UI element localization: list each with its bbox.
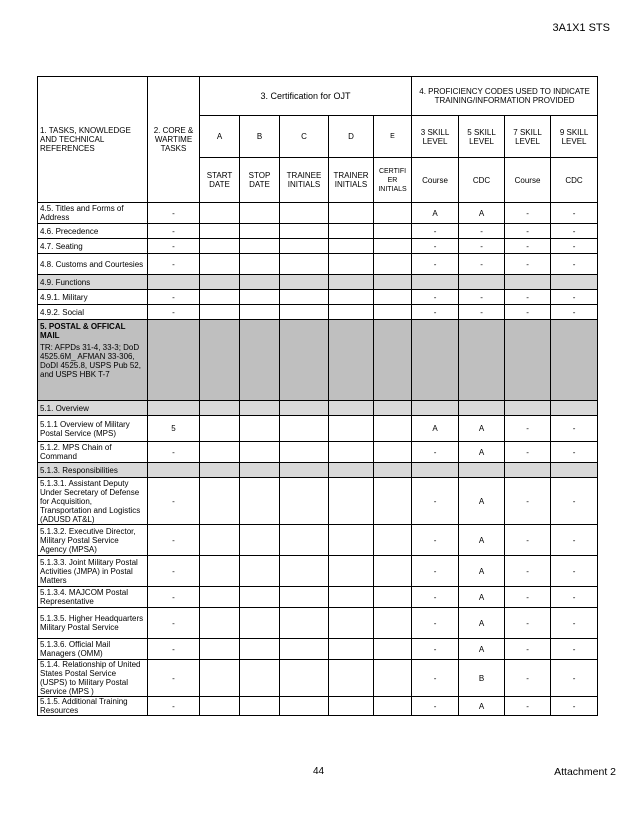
task-cell: 5.1.3.2. Executive Director, Military Postal Service Agency (MPSA): [38, 525, 148, 556]
proficiency-cell: -: [551, 239, 598, 254]
certification-cell[interactable]: [200, 442, 240, 463]
proficiency-cell: -: [459, 254, 505, 275]
task-cell: 5.1.3.1. Assistant Deputy Under Secretary of Defense for Acquisition, Transportation and Logistics (ADUSD AT&L): [38, 478, 148, 525]
core-cell: -: [148, 305, 200, 320]
proficiency-cell: -: [412, 305, 459, 320]
proficiency-cell: -: [551, 478, 598, 525]
certification-cell[interactable]: [280, 401, 329, 416]
certification-cell[interactable]: [374, 463, 412, 478]
certification-cell[interactable]: [240, 401, 280, 416]
certification-cell[interactable]: [329, 305, 374, 320]
proficiency-cell: [551, 401, 598, 416]
certification-cell[interactable]: [374, 556, 412, 587]
certification-cell[interactable]: [280, 525, 329, 556]
proficiency-cell: [505, 463, 551, 478]
task-cell: 5.1.3.3. Joint Military Postal Activities (JMPA) in Postal Matters: [38, 556, 148, 587]
core-cell: -: [148, 608, 200, 639]
task-cell: 4.6. Precedence: [38, 224, 148, 239]
proficiency-cell: -: [459, 290, 505, 305]
proficiency-cell: -: [412, 254, 459, 275]
proficiency-cell: -: [505, 442, 551, 463]
proficiency-cell: -: [505, 239, 551, 254]
proficiency-cell: -: [551, 442, 598, 463]
core-cell: -: [148, 203, 200, 224]
proficiency-cell: -: [505, 697, 551, 716]
proficiency-cell: A: [459, 697, 505, 716]
certification-cell[interactable]: [374, 254, 412, 275]
certification-cell[interactable]: [374, 275, 412, 290]
certification-cell[interactable]: [240, 275, 280, 290]
proficiency-cell: -: [505, 587, 551, 608]
certification-cell[interactable]: [329, 442, 374, 463]
table-row: [38, 556, 598, 587]
core-cell: [148, 275, 200, 290]
core-cell: -: [148, 587, 200, 608]
task-cell: 5.1.3.6. Official Mail Managers (OMM): [38, 639, 148, 660]
proficiency-cell: A: [459, 639, 505, 660]
proficiency-cell: [412, 401, 459, 416]
proficiency-cell: [551, 463, 598, 478]
certification-cell[interactable]: [240, 525, 280, 556]
core-cell: -: [148, 478, 200, 525]
certification-cell[interactable]: [374, 478, 412, 525]
proficiency-cell: -: [412, 478, 459, 525]
proficiency-cell: -: [551, 587, 598, 608]
certification-cell[interactable]: [200, 416, 240, 442]
core-cell: -: [148, 639, 200, 660]
task-cell: 4.7. Seating: [38, 239, 148, 254]
cert-subheader: TRAINER INITIALS: [329, 158, 374, 203]
task-cell: 5.1.4. Relationship of United States Postal Service (USPS) to Military Postal Service (MPS ): [38, 660, 148, 697]
certification-cell[interactable]: [240, 660, 280, 697]
certification-cell[interactable]: [280, 203, 329, 224]
proficiency-cell: A: [459, 442, 505, 463]
certification-cell[interactable]: [240, 697, 280, 716]
proficiency-cell: -: [459, 224, 505, 239]
proficiency-cell: -: [505, 660, 551, 697]
attachment-label: Attachment 2: [554, 766, 616, 778]
certification-cell[interactable]: [200, 608, 240, 639]
proficiency-cell: -: [412, 608, 459, 639]
core-cell: -: [148, 525, 200, 556]
proficiency-cell: [459, 463, 505, 478]
certification-cell[interactable]: [200, 401, 240, 416]
proficiency-cell: A: [459, 478, 505, 525]
certification-cell[interactable]: [329, 224, 374, 239]
cert-subheader: TRAINEE INITIALS: [280, 158, 329, 203]
certification-cell[interactable]: [374, 401, 412, 416]
proficiency-cell: -: [551, 224, 598, 239]
proficiency-cell: -: [505, 224, 551, 239]
certification-cell[interactable]: [240, 463, 280, 478]
table-row: [38, 203, 598, 224]
certification-cell[interactable]: [329, 697, 374, 716]
proficiency-cell: -: [551, 254, 598, 275]
table-row: [38, 697, 598, 716]
core-cell: -: [148, 697, 200, 716]
core-cell: 5: [148, 416, 200, 442]
cert-subheader: START DATE: [200, 158, 240, 203]
certification-cell[interactable]: [329, 239, 374, 254]
certification-cell[interactable]: [200, 239, 240, 254]
certification-cell[interactable]: [374, 608, 412, 639]
certification-cell[interactable]: [200, 639, 240, 660]
table-row: [38, 320, 598, 401]
certification-cell[interactable]: [200, 275, 240, 290]
proficiency-cell: A: [459, 587, 505, 608]
table-row: [38, 416, 598, 442]
proficiency-cell: -: [459, 305, 505, 320]
certification-cell[interactable]: [200, 305, 240, 320]
proficiency-cell: -: [505, 305, 551, 320]
document-id: 3A1X1 STS: [552, 22, 610, 34]
table-row: [38, 290, 598, 305]
table-row: [38, 525, 598, 556]
certification-cell[interactable]: [200, 254, 240, 275]
proficiency-cell: -: [505, 608, 551, 639]
certification-cell[interactable]: [200, 587, 240, 608]
proficiency-cell: A: [459, 416, 505, 442]
certification-cell[interactable]: [280, 254, 329, 275]
proficiency-cell: A: [459, 525, 505, 556]
core-cell: -: [148, 660, 200, 697]
proficiency-cell: B: [459, 660, 505, 697]
task-cell: 5.1.3.4. MAJCOM Postal Representative: [38, 587, 148, 608]
col-header-tasks: 1. TASKS, KNOWLEDGE AND TECHNICAL REFERENCES: [38, 77, 148, 203]
table-row: [38, 442, 598, 463]
proficiency-cell: [551, 320, 598, 401]
certification-cell[interactable]: [240, 416, 280, 442]
proficiency-cell: -: [412, 697, 459, 716]
task-cell: 5.1.2. MPS Chain of Command: [38, 442, 148, 463]
proficiency-cell: [505, 320, 551, 401]
certification-cell[interactable]: [240, 639, 280, 660]
core-cell: -: [148, 224, 200, 239]
skill-level-header: 3 SKILL LEVEL: [412, 116, 459, 158]
proficiency-cell: A: [459, 556, 505, 587]
proficiency-cell: -: [505, 639, 551, 660]
table-row: [38, 401, 598, 416]
certification-cell[interactable]: [374, 290, 412, 305]
certification-cell[interactable]: [280, 239, 329, 254]
cert-col-d: D: [329, 116, 374, 158]
proficiency-cell: A: [412, 416, 459, 442]
certification-cell[interactable]: [240, 556, 280, 587]
certification-cell[interactable]: [280, 442, 329, 463]
proficiency-cell: A: [459, 203, 505, 224]
certification-cell[interactable]: [329, 254, 374, 275]
core-cell: -: [148, 556, 200, 587]
proficiency-cell: -: [551, 525, 598, 556]
proficiency-cell: -: [551, 416, 598, 442]
cert-subheader: CERTIFI ER INITIALS: [374, 158, 412, 203]
proficiency-cell: [412, 463, 459, 478]
certification-cell[interactable]: [374, 697, 412, 716]
certification-cell[interactable]: [329, 660, 374, 697]
certification-cell[interactable]: [374, 525, 412, 556]
table-row: [38, 608, 598, 639]
proficiency-cell: -: [412, 639, 459, 660]
table-row: [38, 463, 598, 478]
table-row: [38, 254, 598, 275]
core-cell: -: [148, 254, 200, 275]
proficiency-cell: -: [505, 203, 551, 224]
certification-cell[interactable]: [200, 660, 240, 697]
certification-cell[interactable]: [200, 320, 240, 401]
col-header-proficiency: 4. PROFICIENCY CODES USED TO INDICATE TRAINING/INFORMATION PROVIDED: [412, 77, 598, 116]
certification-cell[interactable]: [280, 275, 329, 290]
certification-cell[interactable]: [329, 639, 374, 660]
skill-subheader: Course: [412, 158, 459, 203]
certification-cell[interactable]: [280, 639, 329, 660]
proficiency-cell: -: [551, 660, 598, 697]
certification-cell[interactable]: [280, 224, 329, 239]
skill-subheader: Course: [505, 158, 551, 203]
table-row: [38, 305, 598, 320]
proficiency-cell: -: [505, 290, 551, 305]
certification-cell[interactable]: [329, 478, 374, 525]
certification-cell[interactable]: [374, 660, 412, 697]
core-cell: -: [148, 239, 200, 254]
proficiency-cell: -: [505, 478, 551, 525]
certification-cell[interactable]: [200, 290, 240, 305]
certification-cell[interactable]: [200, 556, 240, 587]
certification-cell[interactable]: [374, 224, 412, 239]
certification-cell[interactable]: [240, 608, 280, 639]
task-cell: 4.9. Functions: [38, 275, 148, 290]
task-cell: 5.1.3. Responsibilities: [38, 463, 148, 478]
proficiency-cell: [505, 275, 551, 290]
task-cell: 5.1.5. Additional Training Resources: [38, 697, 148, 716]
skill-level-header: 5 SKILL LEVEL: [459, 116, 505, 158]
task-cell: 5.1.3.5. Higher Headquarters Military Postal Service: [38, 608, 148, 639]
proficiency-cell: -: [412, 239, 459, 254]
certification-cell[interactable]: [200, 463, 240, 478]
certification-cell[interactable]: [240, 305, 280, 320]
table-row: [38, 639, 598, 660]
proficiency-cell: A: [459, 608, 505, 639]
certification-cell[interactable]: [280, 320, 329, 401]
proficiency-cell: [505, 401, 551, 416]
certification-cell[interactable]: [374, 442, 412, 463]
certification-cell[interactable]: [240, 239, 280, 254]
certification-cell[interactable]: [374, 305, 412, 320]
proficiency-cell: -: [551, 290, 598, 305]
certification-cell[interactable]: [329, 556, 374, 587]
table-row: [38, 478, 598, 525]
proficiency-cell: -: [459, 239, 505, 254]
table-row: [38, 275, 598, 290]
certification-cell[interactable]: [240, 224, 280, 239]
certification-cell[interactable]: [200, 203, 240, 224]
cert-col-b: B: [240, 116, 280, 158]
proficiency-cell: -: [505, 556, 551, 587]
certification-cell[interactable]: [240, 254, 280, 275]
task-cell: 4.8. Customs and Courtesies: [38, 254, 148, 275]
certification-cell[interactable]: [280, 290, 329, 305]
task-cell: 4.9.2. Social: [38, 305, 148, 320]
section-title: 5. POSTAL & OFFICAL MAIL: [40, 322, 126, 340]
certification-cell[interactable]: [329, 203, 374, 224]
cert-col-a: A: [200, 116, 240, 158]
proficiency-cell: -: [551, 556, 598, 587]
certification-cell[interactable]: [280, 587, 329, 608]
proficiency-cell: -: [551, 639, 598, 660]
proficiency-cell: -: [412, 525, 459, 556]
proficiency-cell: -: [412, 587, 459, 608]
task-cell: 4.5. Titles and Forms of Address: [38, 203, 148, 224]
certification-cell[interactable]: [374, 239, 412, 254]
certification-cell[interactable]: [329, 275, 374, 290]
certification-cell[interactable]: [240, 203, 280, 224]
proficiency-cell: A: [412, 203, 459, 224]
certification-cell[interactable]: [329, 463, 374, 478]
task-cell: 4.9.1. Military: [38, 290, 148, 305]
table-row: [38, 660, 598, 697]
certification-cell[interactable]: [374, 320, 412, 401]
core-cell: -: [148, 290, 200, 305]
certification-cell[interactable]: [280, 463, 329, 478]
skill-subheader: CDC: [459, 158, 505, 203]
core-cell: -: [148, 442, 200, 463]
certification-cell[interactable]: [280, 556, 329, 587]
certification-cell[interactable]: [200, 525, 240, 556]
proficiency-cell: -: [412, 442, 459, 463]
certification-cell[interactable]: [280, 478, 329, 525]
proficiency-cell: [459, 320, 505, 401]
proficiency-cell: [551, 275, 598, 290]
proficiency-cell: -: [412, 556, 459, 587]
certification-cell[interactable]: [374, 587, 412, 608]
proficiency-cell: [412, 320, 459, 401]
proficiency-cell: -: [505, 254, 551, 275]
certification-cell[interactable]: [240, 290, 280, 305]
skill-level-header: 7 SKILL LEVEL: [505, 116, 551, 158]
certification-cell[interactable]: [329, 401, 374, 416]
skill-level-header: 9 SKILL LEVEL: [551, 116, 598, 158]
certification-cell[interactable]: [329, 320, 374, 401]
col-header-core: 2. CORE & WARTIME TASKS: [148, 77, 200, 203]
sts-table: [37, 76, 598, 716]
certification-cell[interactable]: [280, 660, 329, 697]
core-cell: [148, 463, 200, 478]
certification-cell[interactable]: [329, 290, 374, 305]
certification-cell[interactable]: [374, 416, 412, 442]
proficiency-cell: -: [412, 660, 459, 697]
certification-cell[interactable]: [280, 305, 329, 320]
certification-cell[interactable]: [200, 478, 240, 525]
certification-cell[interactable]: [280, 697, 329, 716]
proficiency-cell: [459, 275, 505, 290]
core-cell: [148, 320, 200, 401]
cert-subheader: STOP DATE: [240, 158, 280, 203]
certification-cell[interactable]: [240, 320, 280, 401]
proficiency-cell: -: [505, 525, 551, 556]
proficiency-cell: -: [551, 305, 598, 320]
table-row: [38, 587, 598, 608]
certification-cell[interactable]: [280, 416, 329, 442]
page-number: 44: [313, 766, 325, 777]
technical-references: TR: AFPDs 31-4, 33-3; DoD 4525.6M_ AFMAN 33-306, DoDI 4525.8, USPS Pub 52, and USPS HBK T-7: [40, 343, 141, 379]
cert-col-c: C: [280, 116, 329, 158]
col-header-certification: 3. Certification for OJT: [200, 77, 412, 116]
certification-cell[interactable]: [329, 608, 374, 639]
proficiency-cell: -: [551, 697, 598, 716]
proficiency-cell: -: [551, 203, 598, 224]
certification-cell[interactable]: [200, 697, 240, 716]
certification-cell[interactable]: [280, 608, 329, 639]
proficiency-cell: -: [505, 416, 551, 442]
certification-cell[interactable]: [200, 224, 240, 239]
certification-cell[interactable]: [374, 203, 412, 224]
certification-cell[interactable]: [329, 525, 374, 556]
certification-cell[interactable]: [329, 416, 374, 442]
table-row: [38, 239, 598, 254]
core-cell: [148, 401, 200, 416]
certification-cell[interactable]: [240, 478, 280, 525]
proficiency-cell: -: [412, 290, 459, 305]
proficiency-cell: -: [412, 224, 459, 239]
certification-cell[interactable]: [240, 587, 280, 608]
task-cell: 5.1. Overview: [38, 401, 148, 416]
table-row: [38, 224, 598, 239]
proficiency-cell: [459, 401, 505, 416]
proficiency-cell: -: [551, 608, 598, 639]
skill-subheader: CDC: [551, 158, 598, 203]
task-cell: 5.1.1 Overview of Military Postal Service (MPS): [38, 416, 148, 442]
certification-cell[interactable]: [329, 587, 374, 608]
cert-col-e: E: [374, 116, 412, 158]
certification-cell[interactable]: [240, 442, 280, 463]
proficiency-cell: [412, 275, 459, 290]
task-cell: [38, 320, 148, 401]
certification-cell[interactable]: [374, 639, 412, 660]
